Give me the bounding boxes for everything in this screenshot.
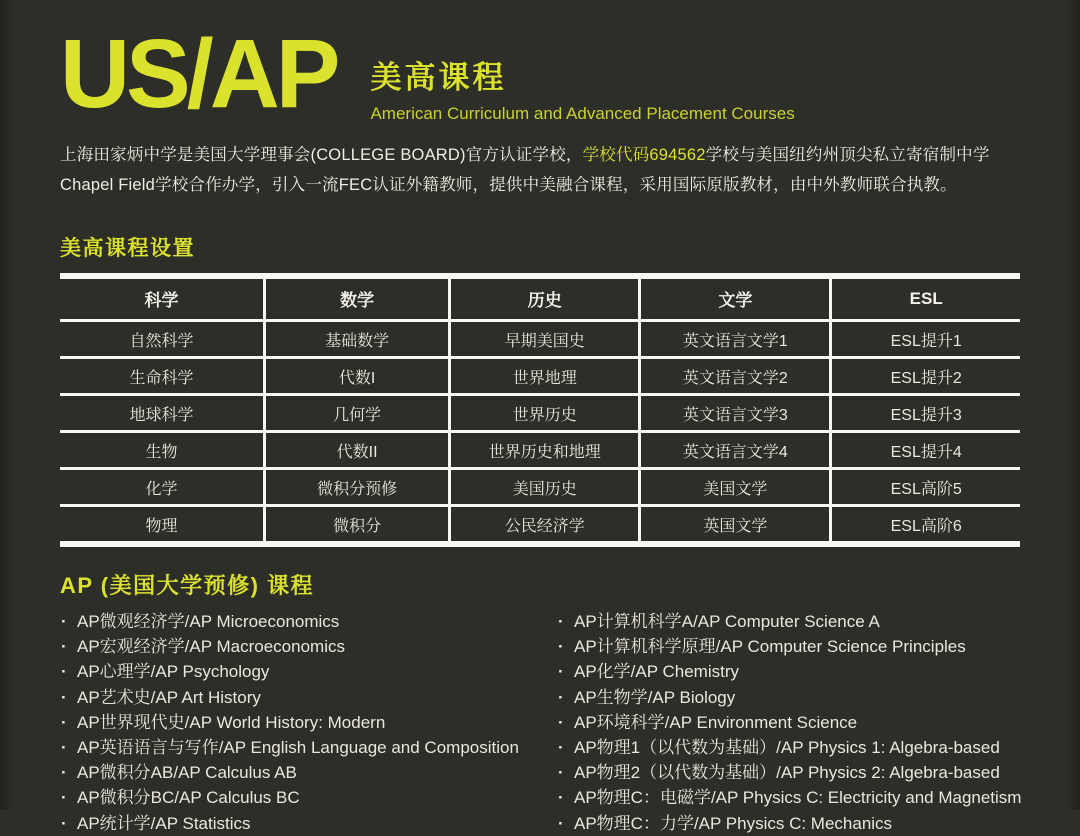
intro-text-rest: 学校与美国纽约州顶尖私立寄宿制中学Chapel Field学校合作办学，引入一流FEC认证外籍教师，提供中美融合课程，采用国际原版教材，由中外教师联合执教。 <box>60 146 990 194</box>
header-subtitle-block <box>370 52 794 124</box>
list-item: · AP宏观经济学/AP Macroeconomics <box>60 634 557 659</box>
list-item: · AP生物学/AP Biology <box>557 685 1021 710</box>
column-header-math: 数学 <box>264 276 449 321</box>
table-cell: ESL高阶5 <box>831 469 1020 506</box>
table-cell: 代数I <box>264 358 449 395</box>
table-cell: 世界历史 <box>450 395 640 432</box>
table-cell: 自然科学 <box>129 332 194 350</box>
list-item: · AP物理1（以代数为基础）/AP Physics 1: Algebra-based <box>557 735 1021 760</box>
table-cell: ESL提升1 <box>831 321 1020 358</box>
list-item: · AP环境科学/AP Environment Science <box>557 710 1021 735</box>
list-item: · AP物理C：力学/AP Physics C: Mechanics <box>557 811 1021 836</box>
section-title-course-setup: 美高课程设置 <box>60 237 195 260</box>
intro-paragraph <box>60 140 1020 200</box>
ap-course-list-left <box>60 609 557 836</box>
table-cell: 物理 <box>145 517 178 535</box>
section-title-ap-courses: AP (美国大学预修) 课程 <box>60 573 315 598</box>
table-cell: 英国文学 <box>640 506 831 545</box>
ap-course-lists <box>60 609 1020 836</box>
table-cell: 英文语言文学4 <box>640 432 831 469</box>
table-row <box>60 469 1020 506</box>
list-item: · AP物理2（以代数为基础）/AP Physics 2: Algebra-based <box>557 760 1021 785</box>
ap-course-list-right <box>557 609 1021 836</box>
table-cell: 英文语言文学2 <box>640 358 831 395</box>
table-cell: ESL提升2 <box>831 358 1020 395</box>
list-item: · AP化学/AP Chemistry <box>557 659 1021 684</box>
table-cell: 世界历史和地理 <box>450 432 640 469</box>
table-cell: 美国文学 <box>640 469 831 506</box>
table-cell: 微积分 <box>264 506 449 545</box>
table-row <box>60 358 1020 395</box>
table-cell: ESL高阶6 <box>831 506 1020 545</box>
subtitle-english: American Curriculum and Advanced Placement Courses <box>370 104 795 123</box>
list-item: · AP物理C：电磁学/AP Physics C: Electricity and Magnetism <box>557 785 1021 810</box>
table-cell: 微积分预修 <box>264 469 449 506</box>
table-cell: 英文语言文学3 <box>640 395 831 432</box>
intro-school-code-highlight: 学校代码694562 <box>582 146 706 164</box>
table-cell: 地球科学 <box>129 406 194 424</box>
table-cell: 基础数学 <box>264 321 449 358</box>
list-item: · AP计算机科学原理/AP Computer Science Principles <box>557 634 1021 659</box>
intro-text-lead: 上海田家炳中学是美国大学理事会(COLLEGE BOARD)官方认证学校， <box>60 146 583 164</box>
table-cell: ESL提升4 <box>831 432 1020 469</box>
column-header-history: 历史 <box>450 276 640 321</box>
table-cell: 化学 <box>145 480 178 498</box>
table-row <box>60 506 1020 545</box>
list-item: · AP微积分BC/AP Calculus BC <box>60 785 557 810</box>
table-row <box>60 321 1020 358</box>
list-item: · AP艺术史/AP Art History <box>60 685 557 710</box>
table-header-row <box>60 276 1020 321</box>
course-table <box>60 273 1020 547</box>
table-row <box>60 395 1020 432</box>
column-header-literature: 文学 <box>640 276 831 321</box>
list-item: · AP世界现代史/AP World History: Modern <box>60 710 557 735</box>
table-cell: 生命科学 <box>129 369 194 387</box>
table-cell: 早期美国史 <box>450 321 640 358</box>
page-title: US/AP <box>60 19 337 128</box>
subtitle-chinese: 美高课程 <box>370 60 507 95</box>
list-item: · AP计算机科学A/AP Computer Science A <box>557 609 1021 634</box>
table-cell: 生物 <box>145 443 178 461</box>
table-cell: 英文语言文学1 <box>640 321 831 358</box>
column-header-science: 科学 <box>144 291 179 310</box>
column-header-esl: ESL <box>831 276 1020 321</box>
list-item: · AP心理学/AP Psychology <box>60 659 557 684</box>
table-cell: 世界地理 <box>450 358 640 395</box>
table-cell: 代数II <box>264 432 449 469</box>
header <box>60 19 1020 128</box>
table-cell: 公民经济学 <box>450 506 640 545</box>
list-item: · AP微积分AB/AP Calculus AB <box>60 760 557 785</box>
list-item: · AP统计学/AP Statistics <box>60 811 557 836</box>
table-cell: 美国历史 <box>450 469 640 506</box>
list-item: · AP微观经济学/AP Microeconomics <box>60 609 557 634</box>
list-item: · AP英语语言与写作/AP English Language and Composition <box>60 735 557 760</box>
table-cell: ESL提升3 <box>831 395 1020 432</box>
table-row <box>60 432 1020 469</box>
table-cell: 几何学 <box>264 395 449 432</box>
